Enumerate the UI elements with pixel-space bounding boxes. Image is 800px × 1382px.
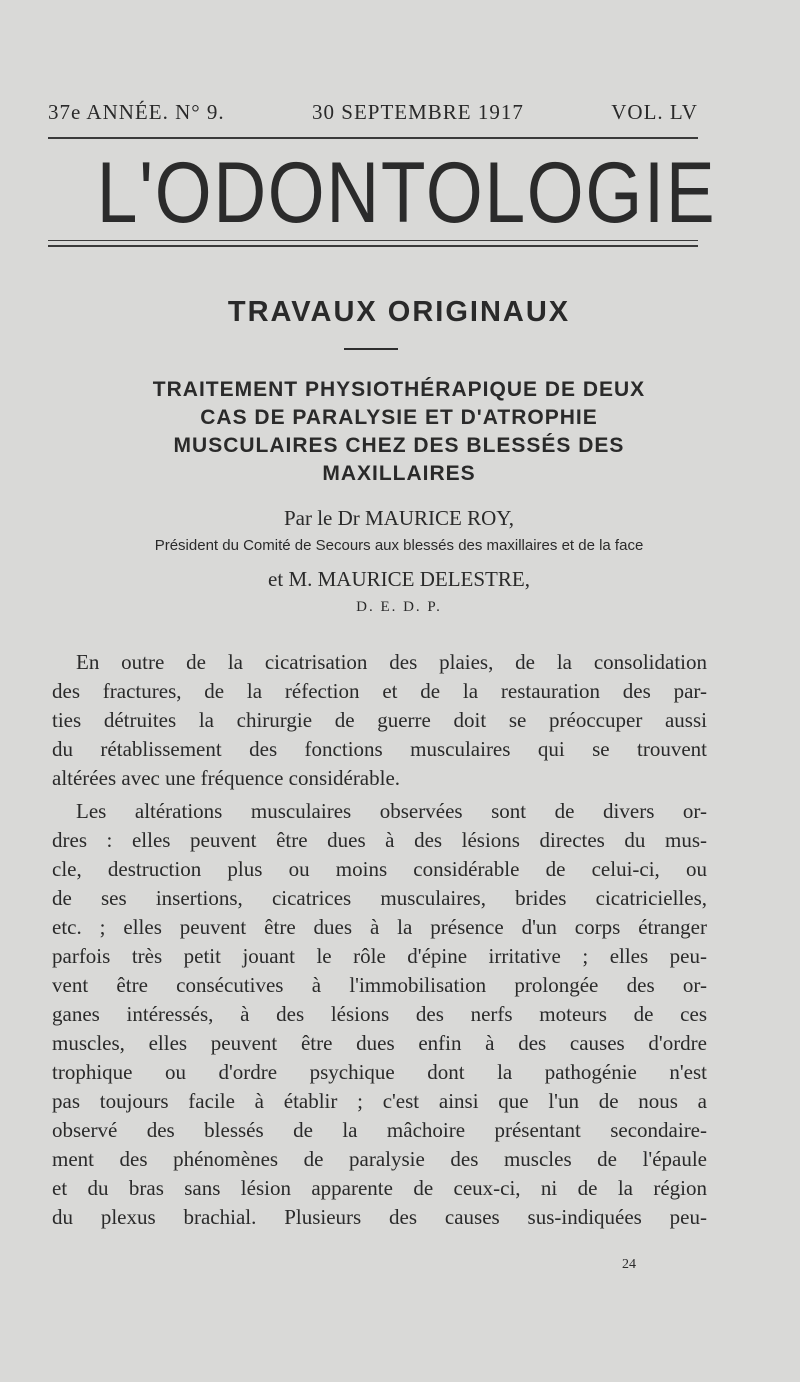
volume-number: VOL. LV — [611, 100, 698, 124]
issue-number: 37e ANNÉE. N° 9. — [48, 100, 225, 124]
body-line: cle, destruction plus ou moins considérable de celui-ci, ou — [52, 857, 707, 881]
body-line: altérées avec une fréquence considérable. — [52, 766, 401, 790]
body-line: trophique ou d'ordre psychique dont la pathogénie n'est — [52, 1060, 707, 1084]
journal-title: L'ODONTOLOGIE — [96, 145, 717, 241]
article-title-line: MUSCULAIRES CHEZ DES BLESSÉS DES — [173, 434, 625, 457]
section-title: TRAVAUX ORIGINAUX — [227, 296, 571, 328]
issue-date: 30 SEPTEMBRE 1917 — [312, 100, 524, 124]
body-line: parfois très petit jouant le rôle d'épine irritative ; elles peu- — [52, 944, 707, 968]
body-line: dres : elles peuvent être dues à des lésions directes du mus- — [52, 828, 707, 852]
running-header — [48, 100, 698, 125]
body-line: des fractures, de la réfection et de la restauration des par- — [52, 679, 707, 703]
body-line: et du bras sans lésion apparente de ceux-ci, ni de la région — [52, 1176, 707, 1200]
body-line: du rétablissement des fonctions musculaires qui se trouvent — [52, 737, 707, 761]
author-degree: D. E. D. P. — [356, 599, 442, 615]
body-line: vent être consécutives à l'immobilisation prolongée des or- — [52, 973, 707, 997]
article-title-line: TRAITEMENT PHYSIOTHÉRAPIQUE DE DEUX — [152, 378, 646, 401]
header-rule — [48, 137, 698, 139]
body-line: En outre de la cicatrisation des plaies, de la consolidation — [76, 650, 707, 674]
page-number: 24 — [622, 1257, 636, 1272]
body-line: du plexus brachial. Plusieurs des causes sus-indiquées peu- — [52, 1205, 707, 1229]
body-line: etc. ; elles peuvent être dues à la présence d'un corps étranger — [52, 915, 707, 939]
article-title — [48, 376, 750, 488]
author-primary: Par le Dr MAURICE ROY, — [283, 506, 515, 530]
body-line: Les altérations musculaires observées sont de divers or- — [76, 799, 707, 823]
author-affiliation: Président du Comité de Secours aux blessés des maxillaires et de la face — [154, 537, 644, 554]
body-line: de ses insertions, cicatrices musculaires, brides cicatricielles, — [52, 886, 707, 910]
section-divider — [344, 348, 398, 350]
body-line: pas toujours facile à établir ; c'est ainsi que l'un de nous a — [52, 1089, 707, 1113]
body-line: observé des blessés de la mâchoire présentant secondaire- — [52, 1118, 707, 1142]
article-title-line: CAS DE PARALYSIE ET D'ATROPHIE — [200, 406, 598, 429]
body-line: ties détruites la chirurgie de guerre doit se préoccuper aussi — [52, 708, 707, 732]
author-secondary: et M. MAURICE DELESTRE, — [268, 567, 530, 591]
title-double-rule — [48, 240, 698, 247]
body-line: muscles, elles peuvent être dues enfin à des causes d'ordre — [52, 1031, 707, 1055]
body-line: ganes intéressés, à des lésions des nerfs moteurs de ces — [52, 1002, 707, 1026]
article-title-line: MAXILLAIRES — [322, 462, 476, 485]
body-line: ment des phénomènes de paralysie des muscles de l'épaule — [52, 1147, 707, 1171]
